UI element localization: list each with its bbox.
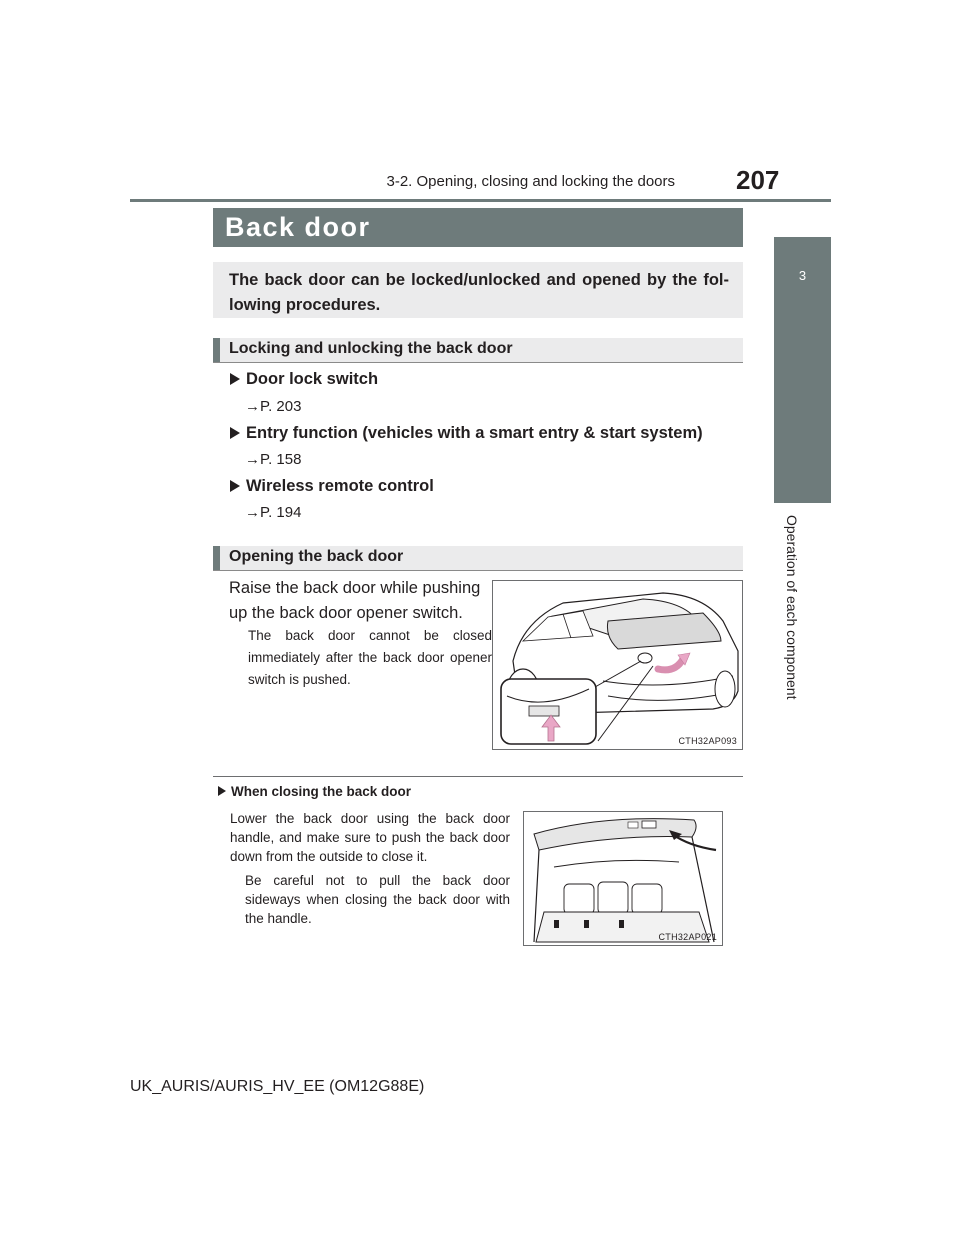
triangle-bullet-icon: [218, 786, 226, 796]
opening-instruction: Raise the back door while pushing up the back door opener switch.: [229, 579, 481, 622]
section-heading-text: Locking and unlocking the back door: [229, 340, 513, 357]
arrow-right-icon: →: [245, 504, 260, 521]
chapter-label: Operation of each component: [784, 515, 800, 700]
page-reference[interactable]: →P. 203: [245, 398, 302, 415]
page-reference[interactable]: →P. 158: [245, 451, 302, 468]
page-reference[interactable]: →P. 194: [245, 504, 302, 521]
arrow-right-icon: →: [245, 398, 260, 415]
back-door-handle-illustration: [523, 811, 723, 946]
triangle-bullet-icon: [230, 427, 240, 439]
triangle-bullet-icon: [230, 373, 240, 385]
page-title: Back door: [225, 212, 371, 242]
closing-heading: When closing the back door: [218, 784, 411, 799]
list-item: Door lock switch: [230, 370, 378, 389]
page-number: 207: [736, 165, 780, 195]
arrow-right-icon: →: [245, 451, 260, 468]
chapter-label-vertical: [777, 515, 807, 705]
opening-note: The back door cannot be closed immediately after the back door opener switch is pushed.: [248, 628, 492, 687]
intro-text: The back door can be locked/unlocked and opened by the fol-lowing procedures.: [229, 271, 729, 314]
figure-code: CTH32AP093: [678, 736, 737, 746]
figure-code: CTH32AP021: [658, 932, 717, 942]
section-heading-text: Opening the back door: [229, 548, 404, 565]
list-item: Wireless remote control: [230, 477, 434, 496]
section-heading-locking: [213, 338, 743, 363]
section-divider: [213, 776, 743, 777]
heading-marker: [213, 338, 220, 362]
chapter-number: 3: [798, 268, 807, 283]
car-rear-drawing: [493, 581, 743, 750]
header-section-title: 3-2. Opening, closing and locking the doors: [386, 173, 675, 190]
open-hatch-drawing: [524, 812, 723, 946]
header-divider: [130, 199, 831, 202]
back-door-opener-illustration: [492, 580, 743, 750]
heading-marker: [213, 546, 220, 570]
footer-model-code: UK_AURIS/AURIS_HV_EE (OM12G88E): [130, 1078, 425, 1095]
section-heading-opening: [213, 546, 743, 571]
closing-text: Lower the back door using the back door handle, and make sure to push the back door down from the outside to close it.: [230, 811, 510, 864]
closing-note: Be careful not to pull the back door sideways when closing the back door with the handle.: [245, 873, 510, 926]
list-item: Entry function (vehicles with a smart entry & start system): [230, 424, 703, 443]
triangle-bullet-icon: [230, 480, 240, 492]
